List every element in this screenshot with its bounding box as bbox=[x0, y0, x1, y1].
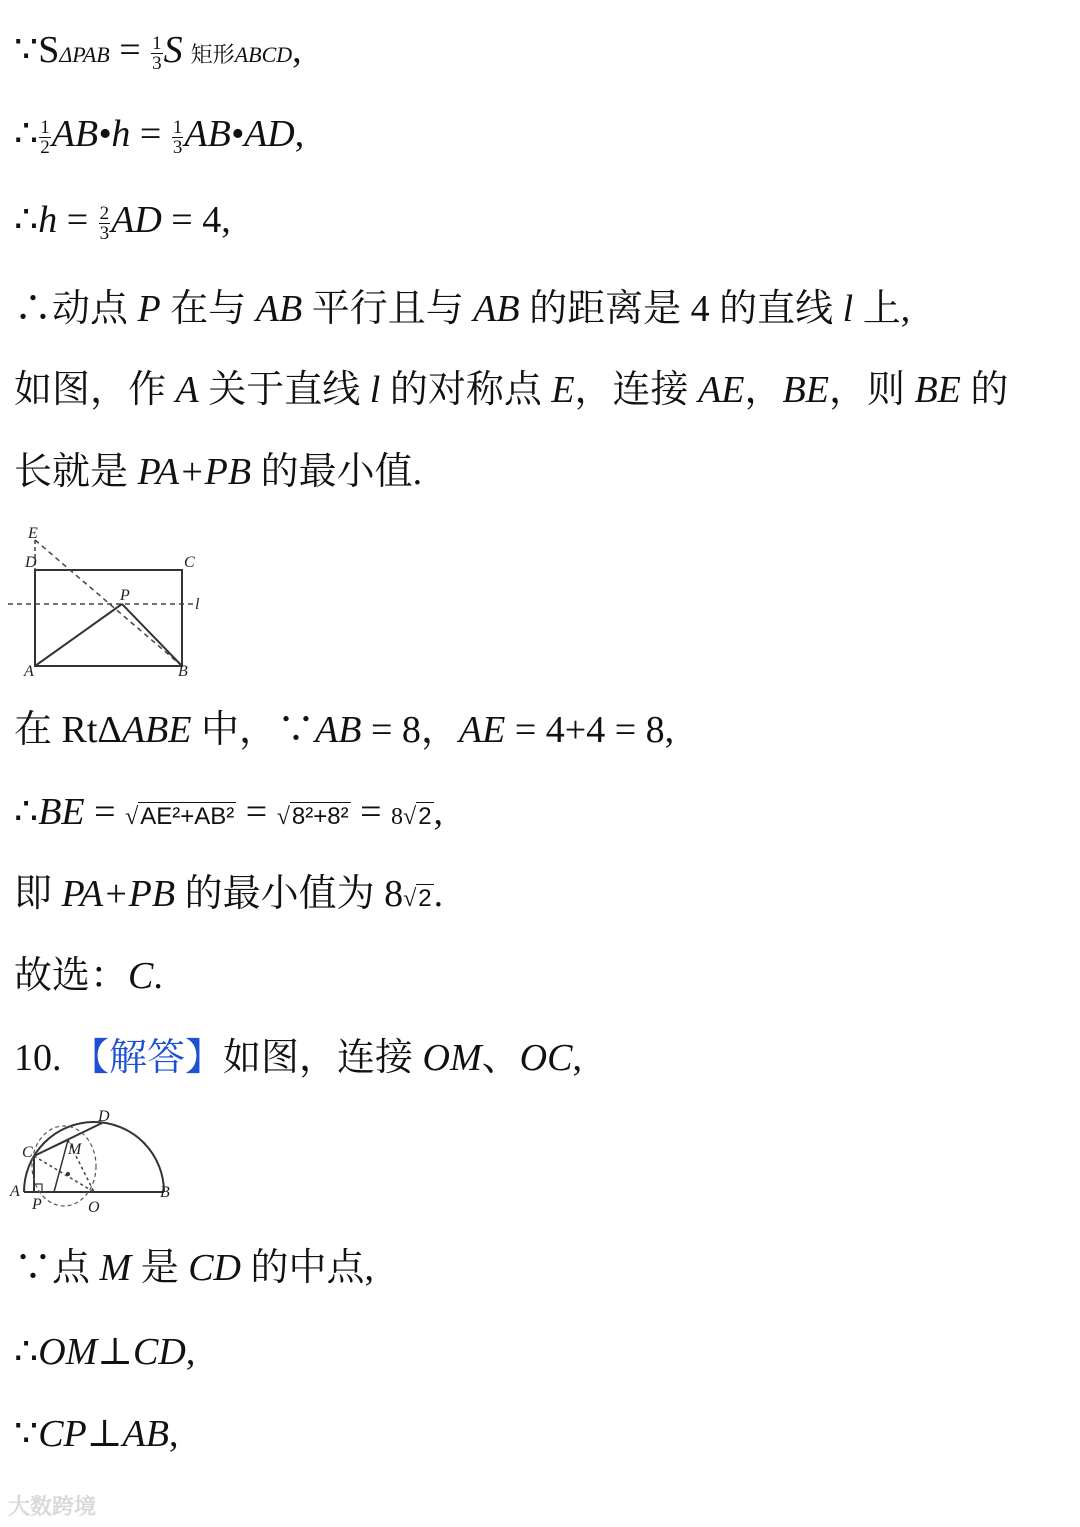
point-m: M bbox=[99, 1247, 132, 1289]
rectangle-abcd bbox=[35, 570, 182, 666]
text: 、 bbox=[481, 1037, 520, 1079]
line-1 bbox=[14, 28, 302, 77]
therefore-symbol: ∴ bbox=[14, 791, 39, 833]
denominator: 3 bbox=[152, 52, 162, 74]
rectangle-figure bbox=[8, 522, 218, 682]
text: 中， bbox=[191, 709, 277, 751]
segment-cd: CD bbox=[188, 1247, 241, 1289]
center-dot bbox=[66, 1172, 70, 1176]
line-6 bbox=[14, 450, 422, 494]
numerator: 2 bbox=[99, 202, 110, 224]
text: 的中点, bbox=[241, 1247, 375, 1289]
answer-c: C bbox=[128, 955, 154, 997]
numerator: 1 bbox=[152, 32, 162, 54]
line-7 bbox=[14, 708, 674, 752]
segment-ad: AD bbox=[111, 199, 162, 241]
text: 即 bbox=[14, 873, 62, 915]
segment-pb bbox=[122, 604, 182, 666]
segment-eb bbox=[35, 540, 182, 666]
radical: √2 bbox=[403, 885, 432, 912]
segment-be: BE bbox=[782, 369, 829, 411]
fraction bbox=[151, 34, 163, 73]
segment-cd: CD bbox=[133, 1331, 186, 1373]
label-c: C bbox=[184, 554, 195, 571]
line-9 bbox=[14, 872, 443, 921]
semicircle-figure bbox=[8, 1106, 188, 1216]
line-l: l bbox=[369, 369, 381, 411]
text: 的距离是 4 的直线 bbox=[519, 288, 843, 330]
segment-om: OM bbox=[38, 1331, 98, 1373]
text: ， bbox=[744, 369, 783, 411]
solution-tag: 【解答】 bbox=[71, 1037, 224, 1079]
period: . bbox=[433, 873, 444, 915]
text: = 8， bbox=[361, 709, 459, 751]
line-13 bbox=[14, 1330, 195, 1374]
expr-right: AB•AD bbox=[184, 113, 295, 155]
expr-pa-pb: PA+PB bbox=[137, 451, 252, 493]
equals: = bbox=[84, 791, 126, 833]
because-symbol: ∵ bbox=[277, 709, 316, 751]
segment-ap bbox=[35, 604, 122, 666]
equals: = bbox=[130, 113, 171, 155]
label-p: P bbox=[120, 587, 130, 604]
label-d: D bbox=[25, 554, 37, 571]
label-m: M bbox=[68, 1141, 82, 1158]
radical-2: √8²+8² bbox=[276, 803, 349, 830]
text: 如图，连接 bbox=[223, 1037, 423, 1079]
text: 关于直线 bbox=[198, 369, 370, 411]
equals: = bbox=[350, 791, 392, 833]
text: ，则 bbox=[828, 369, 915, 411]
segment-be: BE bbox=[914, 369, 961, 411]
expr-pa-pb: PA+PB bbox=[61, 873, 176, 915]
denominator: 2 bbox=[40, 136, 50, 158]
label-e: E bbox=[28, 525, 38, 542]
line-3 bbox=[14, 198, 231, 243]
point-a: A bbox=[175, 369, 199, 411]
label-a: A bbox=[24, 663, 34, 680]
expr-left: AB•h bbox=[51, 113, 131, 155]
line-4 bbox=[14, 287, 910, 331]
triangle-symbol: Δ bbox=[97, 709, 122, 751]
text: = 4+4 = 8, bbox=[505, 709, 675, 751]
therefore-symbol: ∴ bbox=[14, 113, 39, 155]
comma: , bbox=[292, 29, 302, 71]
perpendicular-symbol: ⊥ bbox=[86, 1413, 123, 1455]
line-l: l bbox=[842, 288, 854, 330]
line-10 bbox=[14, 954, 163, 998]
right-angle-mark bbox=[34, 1184, 42, 1192]
text: 的 bbox=[960, 369, 1009, 411]
line-11 bbox=[14, 1036, 582, 1080]
segment-ae: AE bbox=[458, 709, 506, 751]
triangle-abe: ABE bbox=[121, 709, 192, 751]
radicand: 2 bbox=[418, 885, 432, 912]
label-d: D bbox=[98, 1108, 110, 1125]
text: 平行且与 bbox=[302, 288, 474, 330]
segment-ab: AB bbox=[255, 288, 303, 330]
label-p: P bbox=[32, 1196, 42, 1213]
comma: , bbox=[185, 1331, 196, 1373]
line-12 bbox=[14, 1246, 374, 1290]
question-number: 10. bbox=[14, 1037, 71, 1079]
radicand: 8²+8² bbox=[291, 803, 349, 830]
label-o: O bbox=[88, 1199, 100, 1216]
comma: , bbox=[168, 1413, 179, 1455]
text: 如图，作 bbox=[14, 369, 176, 411]
label-a: A bbox=[10, 1183, 20, 1200]
var-h: h bbox=[38, 199, 58, 241]
line-5 bbox=[14, 368, 1008, 412]
fraction bbox=[99, 204, 111, 243]
denominator: 3 bbox=[172, 136, 183, 158]
segment-ae: AE bbox=[698, 369, 745, 411]
text: 的最小值. bbox=[251, 451, 423, 493]
watermark: 大数跨境 bbox=[8, 1494, 97, 1519]
text: 故选： bbox=[14, 955, 129, 997]
segment-cp: CP bbox=[38, 1413, 87, 1455]
equals: = bbox=[109, 29, 151, 71]
comma: , bbox=[572, 1037, 582, 1079]
area-symbol-2: S bbox=[163, 29, 183, 71]
fraction bbox=[39, 118, 51, 157]
denominator: 3 bbox=[99, 222, 110, 244]
because-symbol: ∵ bbox=[14, 1413, 39, 1455]
text: 的对称点 bbox=[380, 369, 552, 411]
line-8 bbox=[14, 790, 443, 839]
line-14 bbox=[14, 1412, 178, 1456]
rect-name: ABCD bbox=[234, 42, 293, 67]
because-symbol: ∵ bbox=[14, 29, 39, 71]
period: . bbox=[153, 955, 163, 997]
rect-label: 矩形 bbox=[190, 42, 235, 67]
text: ，连接 bbox=[574, 369, 699, 411]
label-b: B bbox=[178, 663, 188, 680]
segment-ab: AB bbox=[122, 1413, 169, 1455]
area-symbol: S bbox=[38, 29, 60, 71]
segment-om: OM bbox=[422, 1037, 482, 1079]
line-2 bbox=[14, 112, 304, 157]
therefore-symbol: ∴ bbox=[14, 1331, 39, 1373]
numerator: 1 bbox=[172, 116, 183, 138]
text: 长就是 bbox=[14, 451, 138, 493]
equals: = bbox=[236, 791, 277, 833]
coefficient: 8 bbox=[391, 804, 404, 830]
text: 点 bbox=[52, 1247, 100, 1289]
segment-pm bbox=[54, 1140, 68, 1192]
point-e: E bbox=[551, 369, 575, 411]
fraction-2 bbox=[172, 118, 184, 157]
equals: = bbox=[57, 199, 98, 241]
text: 在与 bbox=[160, 288, 256, 330]
result: = 4, bbox=[161, 199, 231, 241]
text: 在 Rt bbox=[14, 709, 98, 751]
therefore-symbol: ∴ bbox=[14, 199, 39, 241]
numerator: 1 bbox=[40, 116, 50, 138]
segment-be: BE bbox=[38, 791, 85, 833]
point-p: P bbox=[137, 288, 161, 330]
segment-oc: OC bbox=[519, 1037, 573, 1079]
radical-1: √AE²+AB² bbox=[125, 803, 235, 830]
label-c: C bbox=[22, 1144, 33, 1161]
auxiliary-circle bbox=[32, 1126, 96, 1206]
segment-ab: AB bbox=[315, 709, 362, 751]
radicand: AE²+AB² bbox=[140, 803, 235, 830]
because-symbol: ∵ bbox=[14, 1247, 53, 1289]
comma: , bbox=[433, 791, 444, 833]
label-l: l bbox=[195, 596, 200, 613]
comma: , bbox=[294, 113, 305, 155]
text: 的最小值为 8 bbox=[175, 873, 404, 915]
text: 是 bbox=[131, 1247, 189, 1289]
label-b: B bbox=[160, 1184, 170, 1201]
text: ∴动点 bbox=[14, 288, 138, 330]
area-subscript: ΔPAB bbox=[59, 42, 110, 67]
perpendicular-symbol: ⊥ bbox=[97, 1331, 134, 1373]
segment-ab: AB bbox=[473, 288, 520, 330]
radicand: 2 bbox=[418, 803, 432, 830]
text: 上, bbox=[853, 288, 911, 330]
radical-3: 8√2 bbox=[391, 803, 432, 830]
